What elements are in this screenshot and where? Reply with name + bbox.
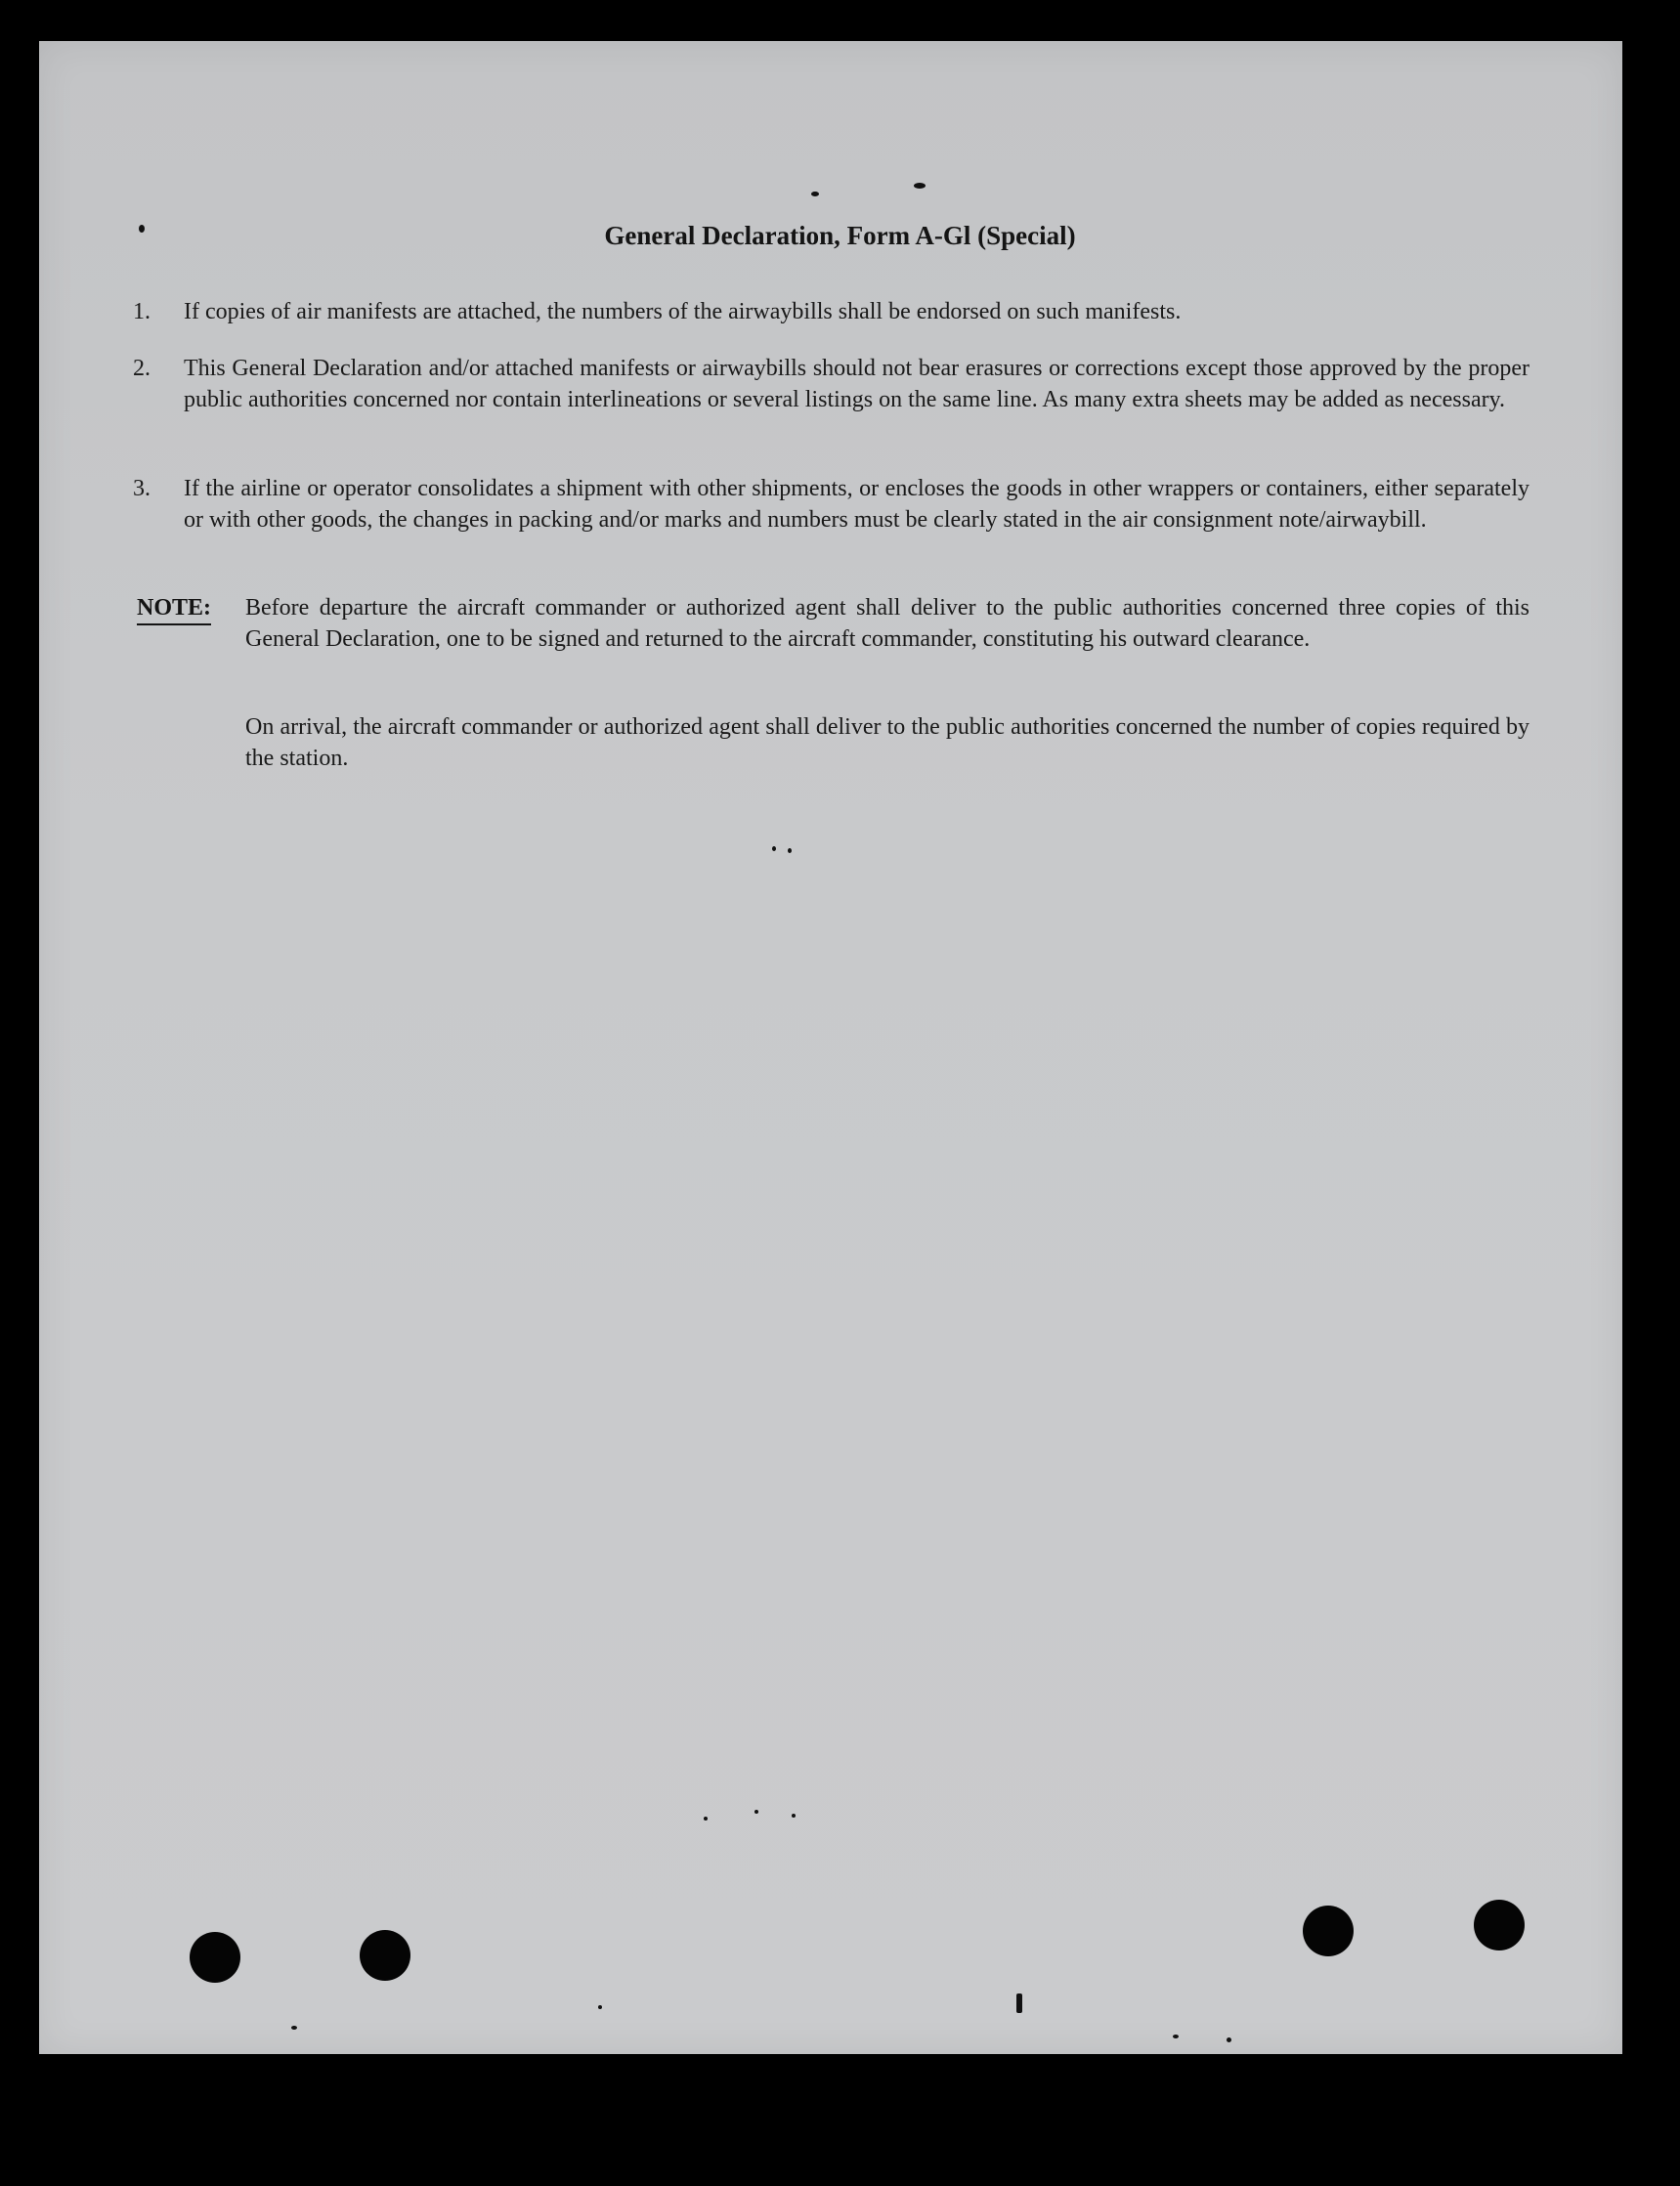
ink-speck (598, 2005, 602, 2009)
ink-speck (792, 1814, 796, 1818)
note-paragraph: On arrival, the aircraft commander or authorized agent shall deliver to the public authorities concerned the number of copies required by the station. (245, 714, 1529, 771)
list-item (127, 296, 1529, 327)
ink-speck (291, 2026, 297, 2030)
item-text: This General Declaration and/or attached manifests or airwaybills should not bear erasures or corrections except those approved by the proper public authorities concerned nor contain interlineations or several listings on the same line. As many extra sheets may be added as necessary. (184, 356, 1529, 412)
paper-sheet (39, 41, 1622, 2054)
item-text: If copies of air manifests are attached, the numbers of the airwaybills shall be endorsed on such manifests. (184, 299, 1182, 324)
ink-speck (772, 846, 776, 851)
ink-speck (704, 1817, 708, 1821)
ink-speck (914, 183, 926, 189)
punch-hole (1474, 1900, 1525, 1950)
punch-hole (190, 1932, 240, 1983)
punch-hole (360, 1930, 410, 1981)
ink-speck (754, 1810, 758, 1814)
ink-speck (1227, 2037, 1231, 2042)
item-number: 2. (133, 356, 151, 381)
ink-speck (1016, 1993, 1022, 2013)
document-title: General Declaration, Form A-Gl (Special) (604, 221, 1076, 250)
punch-hole (1303, 1906, 1354, 1956)
item-text: If the airline or operator consolidates a shipment with other shipments, or encloses the goods in other wrappers or containers, either separately or with other goods, the changes in packing and/or marks and numbers must be clearly stated in the air consignment note/airwaybill. (184, 476, 1529, 533)
list-item (127, 353, 1529, 415)
note-label: NOTE: (137, 592, 211, 625)
item-number: 1. (133, 299, 151, 324)
item-number: 3. (133, 476, 151, 501)
ink-speck (811, 192, 819, 196)
ink-speck (788, 848, 792, 853)
note-paragraph: Before departure the aircraft commander or authorized agent shall deliver to the public authorities concerned three copies of this General Declaration, one to be signed and returned to the aircraft commander, constituting his outward clearance. (245, 595, 1529, 652)
ink-speck (1173, 2035, 1179, 2038)
list-item (127, 473, 1529, 536)
